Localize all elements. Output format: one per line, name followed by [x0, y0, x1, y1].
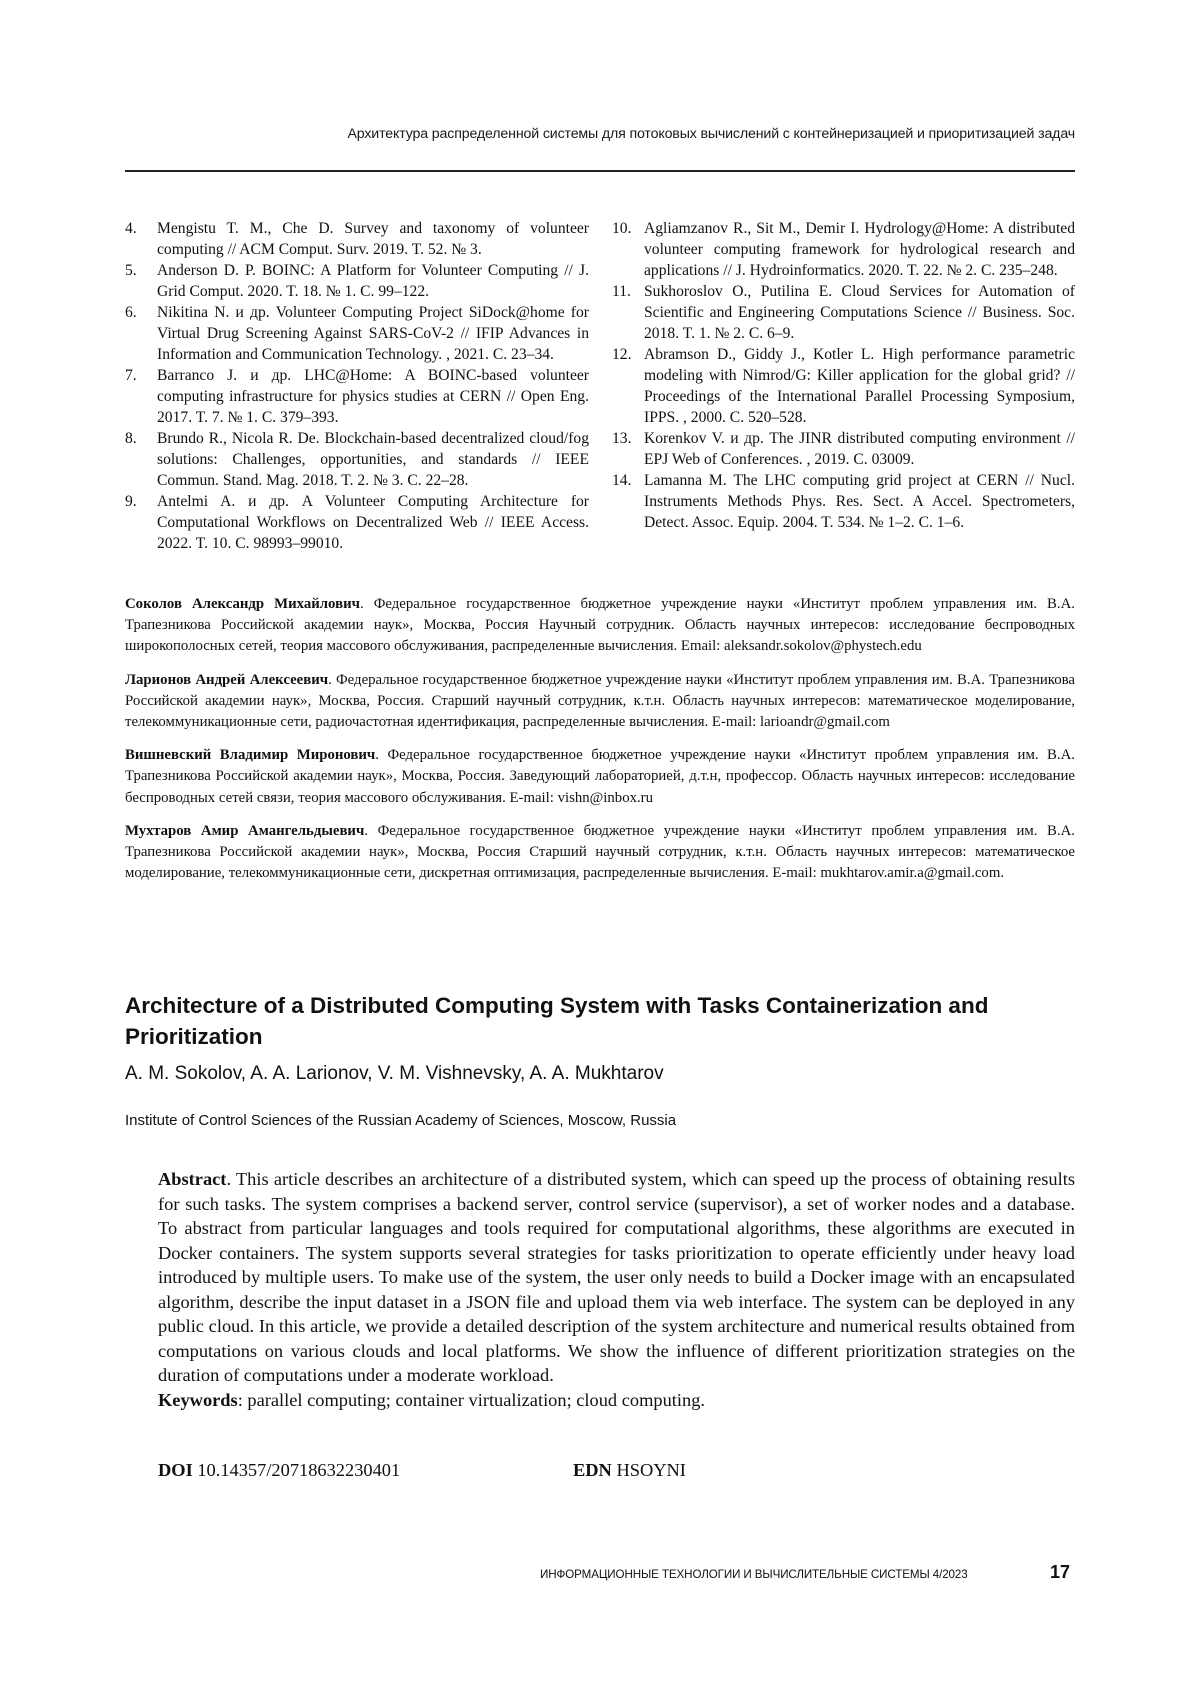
author-bio — [125, 594, 1075, 658]
reference-number: 9. — [125, 493, 137, 510]
reference-number: 8. — [125, 430, 137, 447]
reference-text: Lamanna M. The LHC computing grid project at CERN // Nucl. Instruments Methods Phys. Res. Sect. A Accel. Spectrometers, Detect. Assoc. Equip. 2004. T. 534. № 1–2. C. 1–6. — [644, 472, 1075, 531]
header-rule — [125, 170, 1075, 172]
running-head: Архитектура распределенной системы для потоковых вычислений с контейнеризацией и приоритизацией задач — [347, 126, 1075, 142]
reference-item — [612, 428, 1075, 470]
author-name: Соколов Александр Михайлович — [125, 596, 360, 612]
author-description: . Федеральное государственное бюджетное учреждение науки «Институт проблем управления им. В.А. Трапезникова Российской академии наук», Москва, Россия. Заведующий лабораторией, д.т.н, профессор. Область научных интересов: исследование беспроводных сетей связи, теория массового обслуживания. E-mail: vishn@inbox.ru — [125, 747, 1075, 806]
reference-text: Antelmi A. и др. A Volunteer Computing Architecture for Computational Workflows on Decentralized Web // IEEE Access. 2022. T. 10. C. 98993–99010. — [157, 493, 589, 552]
doi-value: 10.14357/20718632230401 — [197, 1460, 401, 1480]
reference-text: Abramson D., Giddy J., Kotler L. High performance parametric modeling with Nimrod/G: Killer application for the global grid? // Proceedings of the International Parallel Processing Symposium, IPPS. , 2000. C. 520–528. — [644, 346, 1075, 426]
reference-text: Agliamzanov R., Sit M., Demir I. Hydrology@Home: A distributed volunteer computing framework for hydrological research and applications // J. Hydroinformatics. 2020. T. 22. № 2. C. 235–248. — [644, 220, 1075, 279]
author-description: . Федеральное государственное бюджетное учреждение науки «Институт проблем управления им. В.А. Трапезникова Российской академии наук», Москва, Россия Старший научный сотрудник, к.т.н. Область научных интересов: математическое моделирование, телекоммуникационные сети, дискретная оптимизация, распределенные вычисления. E-mail: mukhtarov.amir.a@gmail.com. — [125, 822, 1075, 882]
author-name: Мухтаров Амир Амангельдыевич — [125, 822, 365, 839]
reference-number: 11. — [612, 283, 631, 300]
reference-number: 4. — [125, 220, 137, 237]
reference-item — [612, 470, 1075, 533]
reference-number: 5. — [125, 262, 137, 279]
keywords-label: Keywords — [158, 1389, 238, 1410]
reference-number: 7. — [125, 367, 137, 384]
english-institution: Institute of Control Sciences of the Russian Academy of Sciences, Moscow, Russia — [125, 1112, 677, 1129]
abstract-text: . This article describes an architecture of a distributed system, which can speed up the process of obtaining results for such tasks. The system comprises a backend server, control service (supervisor), a set of worker nodes and a database. To abstract from particular languages and tools required for computational algorithms, these algorithms are executed in Docker containers. The system supports several strategies for tasks prioritization to operate efficiently under heavy load introduced by multiple users. To make use of the system, the user only needs to build a Docker image with an encapsulated algorithm, describe the input dataset in a JSON file and upload them via web interface. The system can be deployed in any public cloud. In this article, we provide a detailed description of the system architecture and numerical results obtained from computations on various clouds and local platforms. We show the influence of different prioritization strategies on the duration of computations under a moderate workload. — [158, 1169, 1075, 1385]
page-number: 17 — [1050, 1562, 1071, 1582]
english-title: Architecture of a Distributed Computing System with Tasks Containerization and Prioritization — [125, 993, 989, 1049]
author-bios — [125, 594, 1075, 896]
keywords — [158, 1388, 1075, 1413]
reference-item — [125, 428, 589, 491]
reference-number: 6. — [125, 304, 137, 321]
author-name: Ларионов Андрей Алексеевич — [125, 671, 329, 688]
keywords-text: : parallel computing; container virtualization; cloud computing. — [237, 1389, 705, 1410]
reference-text: Sukhoroslov O., Putilina E. Cloud Services for Automation of Scientific and Engineering Computations Science // Business. Soc. 2018. T. 1. № 2. C. 6–9. — [644, 283, 1075, 342]
reference-number: 13. — [612, 430, 632, 447]
edn — [573, 1458, 686, 1482]
reference-item — [125, 218, 589, 260]
reference-text: Mengistu T. M., Che D. Survey and taxonomy of volunteer computing // ACM Comput. Surv. 2019. T. 52. № 3. — [157, 220, 589, 258]
author-bio — [125, 821, 1075, 885]
reference-item — [612, 344, 1075, 428]
reference-number: 12. — [612, 346, 632, 363]
reference-text: Anderson D. P. BOINC: A Platform for Volunteer Computing // J. Grid Comput. 2020. T. 18. № 1. C. 99–122. — [157, 262, 589, 300]
edn-label: EDN — [573, 1460, 612, 1480]
author-name: Вишневский Владимир Миронович — [125, 747, 376, 764]
doi — [158, 1458, 400, 1482]
abstract-paragraph — [158, 1167, 1075, 1388]
doi-label: DOI — [158, 1460, 193, 1480]
reference-item — [612, 281, 1075, 344]
author-description: . Федеральное государственное бюджетное учреждение науки «Институт проблем управления им. В.А. Трапезникова Российской академии наук», Москва, Россия. Старший научный сотрудник, к.т.н. Область научных интересов: математическое моделирование, телекоммуникационные сети, радиочастотная идентификация, распределенные вычисления. E-mail: larioandr@gmail.com — [125, 671, 1075, 731]
reference-text: Brundo R., Nicola R. De. Blockchain-based decentralized cloud/fog solutions: Challenges, opportunities, and standards // IEEE Commun. Stand. Mag. 2018. T. 2. № 3. C. 22–28. — [157, 430, 589, 489]
abstract-label: Abstract — [158, 1169, 227, 1189]
reference-text: Korenkov V. и др. The JINR distributed computing environment // EPJ Web of Conferences. , 2019. C. 03009. — [644, 430, 1075, 468]
reference-item — [125, 302, 589, 365]
references-right-column — [612, 218, 1075, 533]
reference-text: Barranco J. и др. LHC@Home: A BOINC-based volunteer computing infrastructure for physics studies at CERN // Open Eng. 2017. T. 7. № 1. C. 379–393. — [157, 367, 589, 426]
reference-item — [125, 260, 589, 302]
reference-number: 14. — [612, 472, 632, 489]
author-description: . Федеральное государственное бюджетное учреждение науки «Институт проблем управления им. В.А. Трапезникова Российской академии наук», Москва, Россия Научный сотрудник. Область научных интересов: исследование беспроводных широкополосных сетей, теория массового обслуживания, распределенные вычисления. Email: aleksandr.sokolov@phystech.edu — [125, 596, 1076, 655]
references-left-column — [125, 218, 589, 554]
abstract — [158, 1167, 1075, 1412]
edn-value: HSOYNI — [616, 1460, 686, 1480]
footer-journal-name: ИНФОРМАЦИОННЫЕ ТЕХНОЛОГИИ И ВЫЧИСЛИТЕЛЬНЫЕ СИСТЕМЫ 4/2023 — [540, 1568, 968, 1581]
english-authors: A. M. Sokolov, A. A. Larionov, V. M. Vishnevsky, A. A. Mukhtarov — [125, 1063, 664, 1084]
author-bio — [125, 670, 1075, 734]
reference-number: 10. — [612, 220, 632, 237]
reference-text: Nikitina N. и др. Volunteer Computing Project SiDock@home for Virtual Drug Screening Against SARS-CoV-2 // IFIP Advances in Information and Communication Technology. , 2021. C. 23–34. — [157, 304, 589, 363]
author-bio — [125, 745, 1075, 809]
reference-item — [125, 365, 589, 428]
reference-item — [125, 491, 589, 554]
reference-item — [612, 218, 1075, 281]
